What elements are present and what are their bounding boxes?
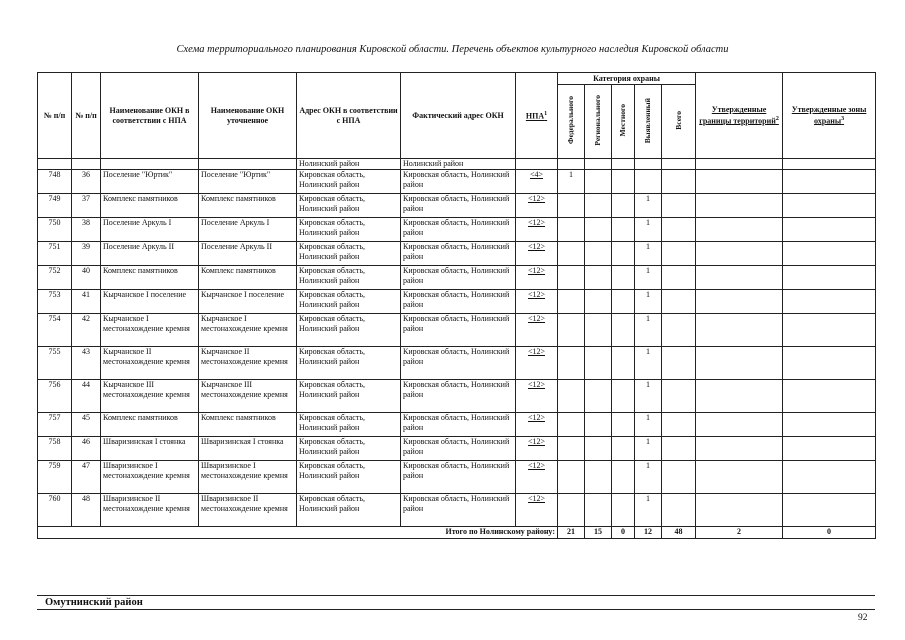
- cell-cat-regional: [585, 347, 612, 380]
- cell-cat-regional: [585, 437, 612, 461]
- table-row: [38, 461, 876, 494]
- cell-num2: 45: [72, 413, 101, 437]
- cell-address-npa: Кировская область, Нолинский район: [297, 194, 401, 218]
- cell-num1: 754: [38, 314, 72, 347]
- cell-cat-federal: 1: [558, 170, 585, 194]
- cell-cat-local: [612, 290, 635, 314]
- cell-cat-total: [662, 194, 696, 218]
- cell-approved-zones: [783, 266, 876, 290]
- cell-cat-total: [662, 461, 696, 494]
- cell-address-npa: Кировская область, Нолинский район: [297, 290, 401, 314]
- next-district-heading: Омутнинский район: [45, 597, 143, 608]
- cell-cat-local: [612, 380, 635, 413]
- header-num2: № п/п: [72, 73, 101, 159]
- cell-cat-total: [662, 413, 696, 437]
- cell-name-clarified: Кырчанское III местонахождение кремня: [199, 380, 297, 413]
- cell-num2: 42: [72, 314, 101, 347]
- cell-cat-federal: [558, 461, 585, 494]
- total-vyy: 12: [635, 527, 662, 539]
- cell-approved-borders: [696, 413, 783, 437]
- cell-cat-federal: [558, 266, 585, 290]
- cell-cat-local: [612, 347, 635, 380]
- cell-name-npa: Комплекс памятников: [101, 413, 199, 437]
- cell-npa: <12>: [516, 218, 558, 242]
- cell-cat-local: [612, 314, 635, 347]
- section-divider-top: [37, 595, 875, 596]
- cell-cat-federal: [558, 314, 585, 347]
- cell-cat-regional: [585, 494, 612, 527]
- cell-num2: 40: [72, 266, 101, 290]
- cell-cat-federal: [558, 242, 585, 266]
- cell-address-npa: Кировская область, Нолинский район: [297, 380, 401, 413]
- cell-cat-federal: [558, 413, 585, 437]
- cell-address-npa: Кировская область, Нолинский район: [297, 242, 401, 266]
- total-zones: 0: [783, 527, 876, 539]
- table-row: [38, 314, 876, 347]
- cell-npa: <12>: [516, 494, 558, 527]
- cell-approved-zones: [783, 218, 876, 242]
- cell-cat-identified: 1: [635, 380, 662, 413]
- cell-name-npa: Поселение Аркуль I: [101, 218, 199, 242]
- section-divider-bottom: [37, 609, 875, 610]
- header-cat-federal: Федерального: [558, 85, 585, 159]
- cell-name-npa: Кырчанское I поселение: [101, 290, 199, 314]
- cell-num2: 38: [72, 218, 101, 242]
- cell-name-clarified: Кырчанское I поселение: [199, 290, 297, 314]
- cell-cat-local: [612, 413, 635, 437]
- cell-name-clarified: Комплекс памятников: [199, 194, 297, 218]
- cell-cat-total: [662, 242, 696, 266]
- cell-num1: 756: [38, 380, 72, 413]
- cell-address-npa: Кировская область, Нолинский район: [297, 461, 401, 494]
- cell-address-actual: Кировская область, Нолинский район: [401, 242, 516, 266]
- cell-name-clarified: Шваризинская I стоянка: [199, 437, 297, 461]
- cell-cat-identified: 1: [635, 266, 662, 290]
- header-cat-local: Местного: [612, 85, 635, 159]
- cell-num1: 755: [38, 347, 72, 380]
- cell-cat-identified: 1: [635, 494, 662, 527]
- cell-num1: 752: [38, 266, 72, 290]
- cell-cat-regional: [585, 413, 612, 437]
- cell-address-npa: Нолинский район: [297, 159, 401, 170]
- cell-cat-federal: [558, 290, 585, 314]
- table-row: [38, 194, 876, 218]
- cell-approved-borders: [696, 314, 783, 347]
- cell-npa: <12>: [516, 266, 558, 290]
- table-row: [38, 380, 876, 413]
- cell-cat-local: [612, 242, 635, 266]
- table-row: [38, 437, 876, 461]
- cell-cat-identified: 1: [635, 218, 662, 242]
- cell-num1: 749: [38, 194, 72, 218]
- cell-address-actual: Кировская область, Нолинский район: [401, 437, 516, 461]
- cell-name-clarified: Комплекс памятников: [199, 413, 297, 437]
- cell-num1: 753: [38, 290, 72, 314]
- header-name-npa: Наименование ОКН в соответствии с НПА: [101, 73, 199, 159]
- cell-npa: <12>: [516, 380, 558, 413]
- cell-cat-identified: 1: [635, 242, 662, 266]
- heritage-objects-table: [37, 72, 876, 539]
- cell-cat-local: [612, 170, 635, 194]
- continuation-row: [38, 159, 876, 170]
- cell-approved-borders: [696, 218, 783, 242]
- cell-name-npa: Комплекс памятников: [101, 266, 199, 290]
- cell-approved-zones: [783, 290, 876, 314]
- cell-name-npa: Кырчанское II местонахождение кремня: [101, 347, 199, 380]
- cell-address-actual: Кировская область, Нолинский район: [401, 380, 516, 413]
- cell-address-actual: Кировская область, Нолинский район: [401, 290, 516, 314]
- cell-approved-zones: [783, 413, 876, 437]
- cell-cat-regional: [585, 242, 612, 266]
- cell-cat-total: [662, 494, 696, 527]
- cell-num2: 43: [72, 347, 101, 380]
- cell-cat-identified: 1: [635, 290, 662, 314]
- cell-cat-total: [662, 347, 696, 380]
- cell-name-npa: Поселение Аркуль II: [101, 242, 199, 266]
- cell-num2: 44: [72, 380, 101, 413]
- cell-approved-zones: [783, 437, 876, 461]
- table-row: [38, 413, 876, 437]
- cell-cat-local: [612, 494, 635, 527]
- cell-approved-zones: [783, 461, 876, 494]
- cell-num2: 41: [72, 290, 101, 314]
- cell-npa: <12>: [516, 461, 558, 494]
- cell-cat-local: [612, 461, 635, 494]
- cell-approved-borders: [696, 290, 783, 314]
- header-cat-identified: Выявленный: [635, 85, 662, 159]
- cell-name-clarified: Шваризинское I местонахождение кремня: [199, 461, 297, 494]
- cell-cat-local: [612, 266, 635, 290]
- cell-num1: 760: [38, 494, 72, 527]
- cell-cat-identified: 1: [635, 437, 662, 461]
- cell-approved-zones: [783, 170, 876, 194]
- header-address-npa: Адрес ОКН в соответствии с НПА: [297, 73, 401, 159]
- totals-row: [38, 527, 876, 539]
- cell-address-actual: Кировская область, Нолинский район: [401, 461, 516, 494]
- cell-num2: 36: [72, 170, 101, 194]
- cell-approved-zones: [783, 347, 876, 380]
- cell-approved-borders: [696, 266, 783, 290]
- cell-npa: <12>: [516, 242, 558, 266]
- cell-name-clarified: Кырчанское I местонахождение кремня: [199, 314, 297, 347]
- total-fed: 21: [558, 527, 585, 539]
- header-approved-zones: Утвержденные зоны охраны$^3$: [783, 73, 876, 159]
- cell-npa: <4>: [516, 170, 558, 194]
- cell-cat-local: [612, 194, 635, 218]
- cell-cat-regional: [585, 266, 612, 290]
- cell-cat-total: [662, 290, 696, 314]
- cell-address-actual: Кировская область, Нолинский район: [401, 413, 516, 437]
- header-name-clarified: Наименование ОКН уточненное: [199, 73, 297, 159]
- cell-cat-federal: [558, 494, 585, 527]
- cell-approved-borders: [696, 170, 783, 194]
- header-address-actual: Фактический адрес ОКН: [401, 73, 516, 159]
- table-row: [38, 170, 876, 194]
- cell-name-clarified: Кырчанское II местонахождение кремня: [199, 347, 297, 380]
- cell-address-actual: Кировская область, Нолинский район: [401, 170, 516, 194]
- page-number: 92: [858, 613, 868, 623]
- cell-address-npa: Кировская область, Нолинский район: [297, 437, 401, 461]
- cell-address-actual: Кировская область, Нолинский район: [401, 194, 516, 218]
- cell-name-clarified: Поселение Аркуль II: [199, 242, 297, 266]
- cell-cat-identified: 1: [635, 413, 662, 437]
- cell-npa: <12>: [516, 314, 558, 347]
- table-row: [38, 218, 876, 242]
- cell-address-actual: Кировская область, Нолинский район: [401, 347, 516, 380]
- cell-cat-regional: [585, 194, 612, 218]
- cell-cat-identified: 1: [635, 461, 662, 494]
- cell-address-actual: Нолинский район: [401, 159, 516, 170]
- cell-num2: 46: [72, 437, 101, 461]
- cell-num1: 758: [38, 437, 72, 461]
- cell-address-npa: Кировская область, Нолинский район: [297, 266, 401, 290]
- total-reg: 15: [585, 527, 612, 539]
- cell-approved-borders: [696, 347, 783, 380]
- cell-address-npa: Кировская область, Нолинский район: [297, 413, 401, 437]
- cell-cat-regional: [585, 290, 612, 314]
- cell-approved-zones: [783, 380, 876, 413]
- header-cat-total: Всего: [662, 85, 696, 159]
- total-loc: 0: [612, 527, 635, 539]
- cell-approved-borders: [696, 194, 783, 218]
- cell-address-npa: Кировская область, Нолинский район: [297, 347, 401, 380]
- cell-cat-regional: [585, 170, 612, 194]
- cell-name-npa: Кырчанское I местонахождение кремня: [101, 314, 199, 347]
- cell-cat-identified: 1: [635, 194, 662, 218]
- cell-address-npa: Кировская область, Нолинский район: [297, 170, 401, 194]
- cell-name-clarified: Шваризинское II местонахождение кремня: [199, 494, 297, 527]
- cell-address-actual: Кировская область, Нолинский район: [401, 266, 516, 290]
- cell-cat-local: [612, 437, 635, 461]
- cell-approved-borders: [696, 242, 783, 266]
- cell-npa: <12>: [516, 437, 558, 461]
- cell-cat-federal: [558, 194, 585, 218]
- cell-cat-federal: [558, 380, 585, 413]
- cell-num1: 748: [38, 170, 72, 194]
- cell-approved-borders: [696, 380, 783, 413]
- table-row: [38, 494, 876, 527]
- header-cat-regional: Регионального: [585, 85, 612, 159]
- cell-address-npa: Кировская область, Нолинский район: [297, 314, 401, 347]
- cell-num1: 751: [38, 242, 72, 266]
- cell-name-npa: Шваризинское II местонахождение кремня: [101, 494, 199, 527]
- cell-cat-federal: [558, 437, 585, 461]
- cell-cat-identified: 1: [635, 347, 662, 380]
- table-row: [38, 242, 876, 266]
- cell-name-npa: Поселение "Юртик": [101, 170, 199, 194]
- cell-num2: 47: [72, 461, 101, 494]
- cell-name-npa: Шваризинское I местонахождение кремня: [101, 461, 199, 494]
- cell-cat-total: [662, 437, 696, 461]
- table-row: [38, 290, 876, 314]
- cell-cat-regional: [585, 314, 612, 347]
- cell-cat-regional: [585, 380, 612, 413]
- cell-num2: 37: [72, 194, 101, 218]
- totals-label: Итого по Нолинскому району:: [38, 527, 558, 539]
- cell-num2: 39: [72, 242, 101, 266]
- cell-approved-zones: [783, 494, 876, 527]
- header-num1: № п/п: [38, 73, 72, 159]
- cell-name-clarified: Комплекс памятников: [199, 266, 297, 290]
- page-title: Схема территориального планирования Кировской области. Перечень объектов культурного наследия Кировской области: [176, 44, 729, 55]
- cell-cat-local: [612, 218, 635, 242]
- cell-approved-borders: [696, 437, 783, 461]
- cell-num1: 759: [38, 461, 72, 494]
- cell-cat-regional: [585, 218, 612, 242]
- cell-address-actual: Кировская область, Нолинский район: [401, 494, 516, 527]
- cell-cat-federal: [558, 347, 585, 380]
- header-npa: НПА$^1$: [516, 73, 558, 159]
- cell-cat-identified: [635, 170, 662, 194]
- cell-cat-federal: [558, 218, 585, 242]
- cell-address-actual: Кировская область, Нолинский район: [401, 218, 516, 242]
- header-category-group: Категория охраны: [558, 73, 696, 85]
- table-row: [38, 347, 876, 380]
- cell-name-npa: Кырчанское III местонахождение кремня: [101, 380, 199, 413]
- cell-name-npa: Шваризинская I стоянка: [101, 437, 199, 461]
- cell-num2: 48: [72, 494, 101, 527]
- total-borders: 2: [696, 527, 783, 539]
- cell-npa: <12>: [516, 290, 558, 314]
- cell-approved-zones: [783, 314, 876, 347]
- cell-name-npa: Комплекс памятников: [101, 194, 199, 218]
- total-tot: 48: [662, 527, 696, 539]
- cell-cat-regional: [585, 461, 612, 494]
- cell-name-clarified: Поселение "Юртик": [199, 170, 297, 194]
- cell-cat-identified: 1: [635, 314, 662, 347]
- cell-cat-total: [662, 380, 696, 413]
- table-row: [38, 266, 876, 290]
- cell-approved-zones: [783, 194, 876, 218]
- cell-num1: 750: [38, 218, 72, 242]
- cell-address-actual: Кировская область, Нолинский район: [401, 314, 516, 347]
- cell-npa: <12>: [516, 347, 558, 380]
- header-approved-borders: Утвержденные границы территорий$^2$: [696, 73, 783, 159]
- cell-approved-zones: [783, 242, 876, 266]
- cell-num1: 757: [38, 413, 72, 437]
- cell-approved-borders: [696, 461, 783, 494]
- cell-cat-total: [662, 266, 696, 290]
- cell-npa: <12>: [516, 194, 558, 218]
- cell-cat-total: [662, 218, 696, 242]
- cell-name-clarified: Поселение Аркуль I: [199, 218, 297, 242]
- cell-address-npa: Кировская область, Нолинский район: [297, 218, 401, 242]
- cell-approved-borders: [696, 494, 783, 527]
- cell-npa: <12>: [516, 413, 558, 437]
- cell-cat-total: [662, 170, 696, 194]
- cell-address-npa: Кировская область, Нолинский район: [297, 494, 401, 527]
- cell-cat-total: [662, 314, 696, 347]
